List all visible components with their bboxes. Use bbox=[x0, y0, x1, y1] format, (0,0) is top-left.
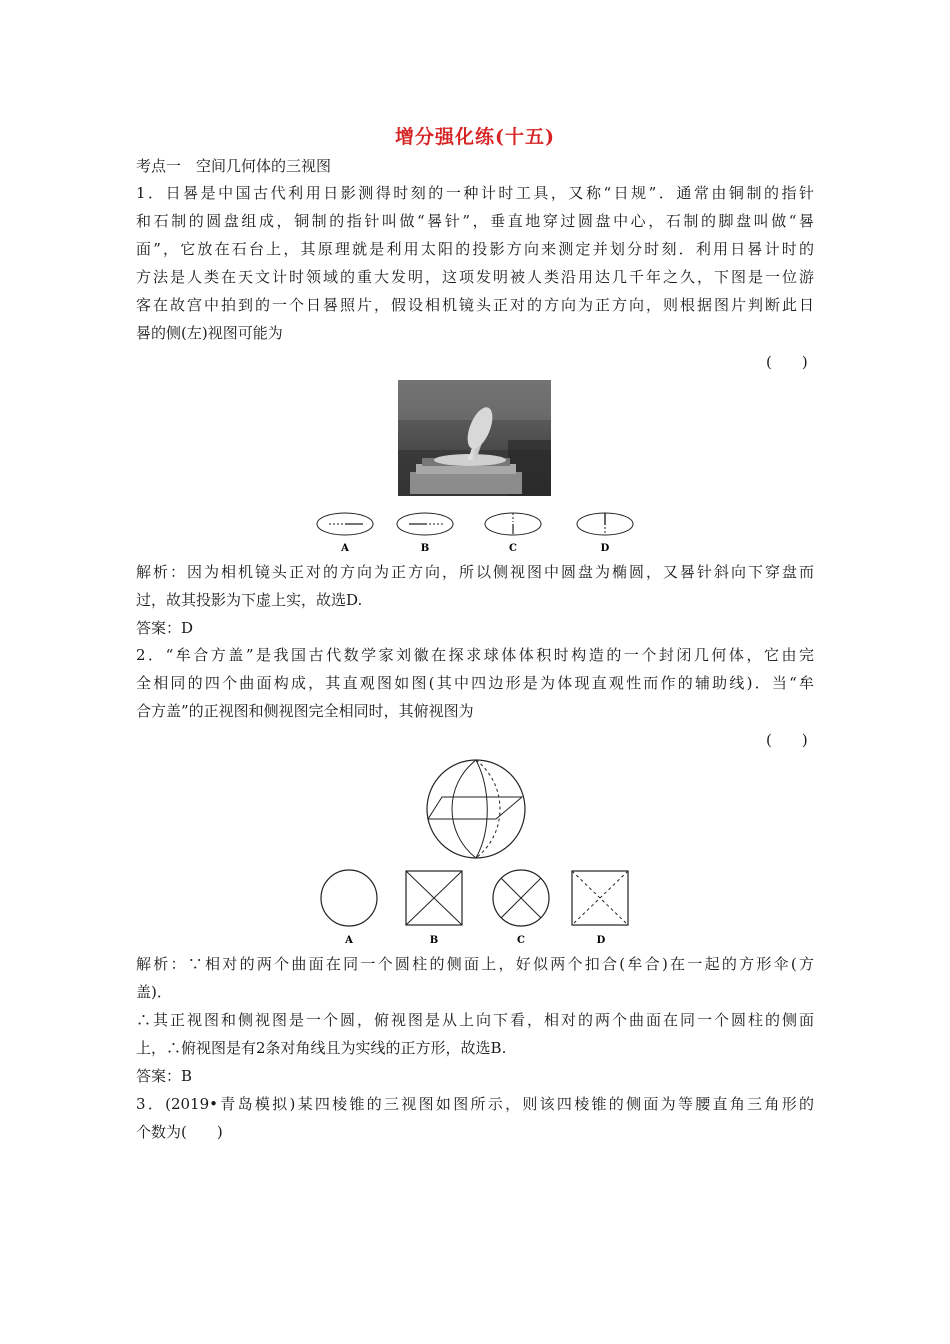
q1-text-line: 方法是人类在天文计时领域的重大发明，这项发明被人类沿用达几千年之久，下图是一位游 bbox=[136, 268, 814, 286]
q1-text-line: 面”，它放在石台上，其原理就是利用太阳的投影方向来测定并划分时刻．利用日晷计时的 bbox=[136, 240, 814, 258]
q1-option-d-figure bbox=[577, 513, 633, 535]
page-title: 增分强化练(十五) bbox=[395, 126, 555, 148]
q1-answer-blank: ( ) bbox=[766, 353, 808, 371]
q1-text-line: 和石制的圆盘组成，铜制的指针叫做“晷针”，垂直地穿过圆盘中心，石制的脚盘叫做“晷 bbox=[136, 212, 814, 230]
q2-text-line: 2．“牟合方盖”是我国古代数学家刘徽在探求球体体积时构造的一个封闭几何体，它由完 bbox=[136, 646, 814, 664]
q1-text-line: 1．日晷是中国古代利用日影测得时刻的一种计时工具，又称“日规”．通常由铜制的指针 bbox=[136, 184, 814, 202]
q1-option-label: C bbox=[509, 543, 517, 554]
q2-analysis-line: ∴其正视图和侧视图是一个圆，俯视图是从上向下看，相对的两个曲面在同一个圆柱的侧面 bbox=[136, 1011, 814, 1029]
section-heading: 考点一 空间几何体的三视图 bbox=[136, 157, 332, 175]
q2-option-a-figure bbox=[321, 870, 377, 926]
q2-text-line: 合方盖”的正视图和侧视图完全相同时，其俯视图为 bbox=[136, 702, 474, 720]
q2-option-d-figure bbox=[572, 871, 628, 925]
q2-option-label: D bbox=[596, 935, 606, 946]
sundial-photo bbox=[398, 380, 551, 496]
q2-option-label: A bbox=[345, 935, 353, 946]
q2-option-c-figure bbox=[493, 870, 549, 926]
q1-option-label: A bbox=[341, 543, 349, 554]
q1-option-label: D bbox=[600, 543, 610, 554]
q2-text-line: 全相同的四个曲面构成，其直观图如图(其中四边形是为体现直观性而作的辅助线)．当“牟 bbox=[136, 674, 814, 692]
q1-option-a-figure bbox=[317, 513, 373, 535]
q1-analysis-line: 过，故其投影为下虚上实，故选D. bbox=[136, 591, 363, 609]
q2-option-b-figure bbox=[406, 871, 462, 925]
q2-answer: 答案：B bbox=[136, 1067, 193, 1085]
q3-text-line: 3．(2019•青岛模拟)某四棱锥的三视图如图所示，则该四棱锥的侧面为等腰直角三角形的 bbox=[136, 1095, 814, 1113]
q1-text-line: 客在故宫中拍到的一个日晷照片，假设相机镜头正对的方向为正方向，则根据图片判断此日 bbox=[136, 296, 814, 314]
q2-answer-blank: ( ) bbox=[766, 731, 808, 749]
q1-option-label: B bbox=[420, 543, 430, 554]
q1-option-b-figure bbox=[397, 513, 453, 535]
mouhe-fanggai-diagram bbox=[424, 757, 528, 861]
q1-analysis-line: 解析：因为相机镜头正对的方向为正方向，所以侧视图中圆盘为椭圆，又晷针斜向下穿盘而 bbox=[136, 563, 814, 581]
q1-options-figure bbox=[313, 508, 643, 556]
q2-options-figure bbox=[318, 867, 633, 947]
q2-analysis-line: 盖)． bbox=[136, 983, 172, 1001]
q2-analysis-line: 上，∴俯视图是有2条对角线且为实线的正方形，故选B. bbox=[136, 1039, 507, 1057]
q2-analysis-line: 解析：∵相对的两个曲面在同一个圆柱的侧面上，好似两个扣合(牟合)在一起的方形伞(方 bbox=[136, 955, 814, 973]
q1-text-line: 晷的侧(左)视图可能为 bbox=[136, 324, 283, 342]
q1-option-c-figure bbox=[485, 513, 541, 535]
q3-text-line: 个数为( ) bbox=[136, 1123, 223, 1141]
q2-option-label: C bbox=[517, 935, 525, 946]
q1-answer: 答案：D bbox=[136, 619, 194, 637]
q2-option-label: B bbox=[429, 935, 439, 946]
